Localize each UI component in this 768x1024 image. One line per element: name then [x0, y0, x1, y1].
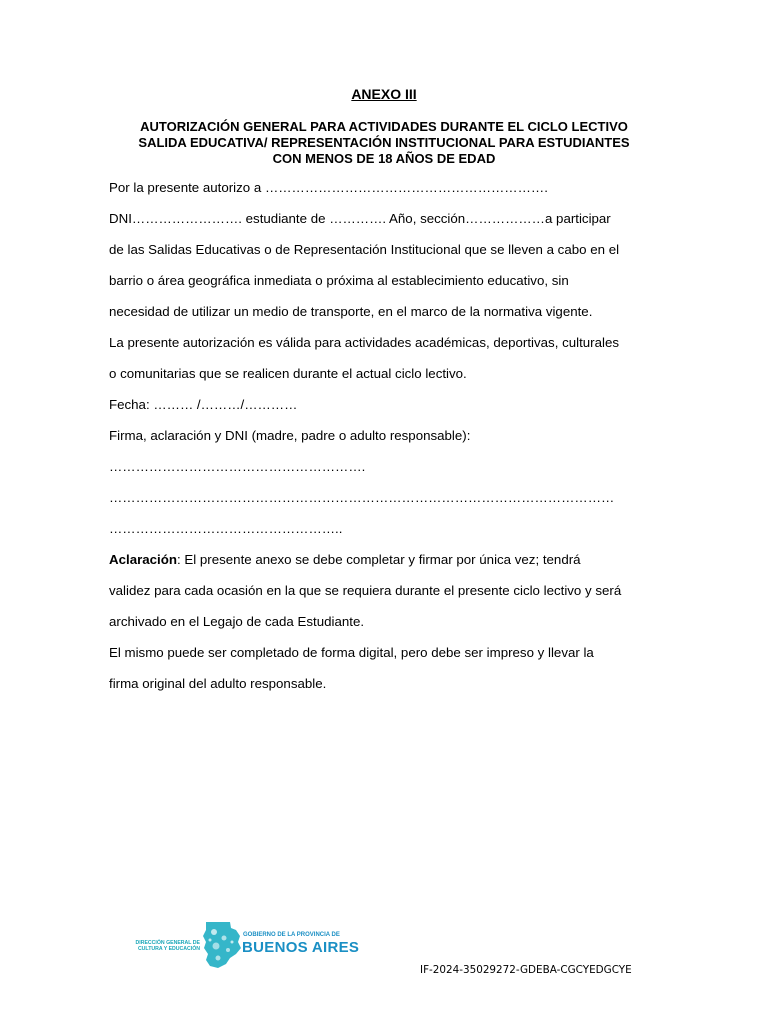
heading-line: SALIDA EDUCATIVA/ REPRESENTACIÓN INSTITUCIONAL PARA ESTUDIANTES [138, 135, 630, 150]
signature-dotted-line: …………………………………………………………………………………………………… [109, 490, 615, 505]
document-title: ANEXO III [351, 86, 417, 102]
body-line: validez para cada ocasión en la que se requiera durante el presente ciclo lectivo y será [109, 583, 622, 598]
body-line: barrio o área geográfica inmediata o próxima al establecimiento educativo, sin [109, 273, 569, 288]
document-body [109, 178, 665, 705]
body-line: El mismo puede ser completado de forma digital, pero debe ser impreso y llevar la [109, 645, 594, 660]
aclaracion-line [109, 550, 665, 581]
signature-label: Firma, aclaración y DNI (madre, padre o adulto responsable): [109, 428, 471, 443]
body-line: firma original del adulto responsable. [109, 676, 327, 691]
aclaracion-label: Aclaración [109, 552, 177, 567]
logo-left-line: DIRECCIÓN GENERAL DE [135, 940, 200, 946]
body-line: La presente autorización es válida para actividades académicas, deportivas, culturales [109, 335, 620, 350]
province-map-icon [200, 920, 242, 970]
authorization-line: Por la presente autorizo a ………………………………………………………. [109, 180, 548, 195]
signature-dotted-line: …………………………………………….. [109, 521, 343, 536]
logo-left-line: CULTURA Y EDUCACIÓN [137, 946, 200, 952]
heading-line: CON MENOS DE 18 AÑOS DE EDAD [272, 151, 496, 166]
signature-dotted-line: …………………………………………………. [109, 459, 366, 474]
aclaracion-text: : El presente anexo se debe completar y firmar por única vez; tendrá [177, 552, 581, 567]
body-line: de las Salidas Educativas o de Representación Institucional que se lleven a cabo en el [109, 242, 620, 257]
body-line: o comunitarias que se realicen durante el actual ciclo lectivo. [109, 366, 467, 381]
dni-line: DNI……………………. estudiante de …………. Año, sección………………a participar [109, 211, 611, 226]
logo-left-text [116, 940, 200, 952]
government-logo [116, 918, 360, 970]
logo-right-top: GOBIERNO DE LA PROVINCIA DE [243, 932, 340, 938]
document-id: IF-2024-35029272-GDEBA-CGCYEDGCYE [420, 964, 632, 976]
document-heading [100, 119, 668, 167]
date-line: Fecha: ……… /………/………… [109, 397, 298, 412]
logo-right-main: BUENOS AIRES [242, 939, 360, 956]
body-line: archivado en el Legajo de cada Estudiante. [109, 614, 365, 629]
body-line: necesidad de utilizar un medio de transporte, en el marco de la normativa vigente. [109, 304, 593, 319]
heading-line: AUTORIZACIÓN GENERAL PARA ACTIVIDADES DURANTE EL CICLO LECTIVO [140, 119, 628, 134]
